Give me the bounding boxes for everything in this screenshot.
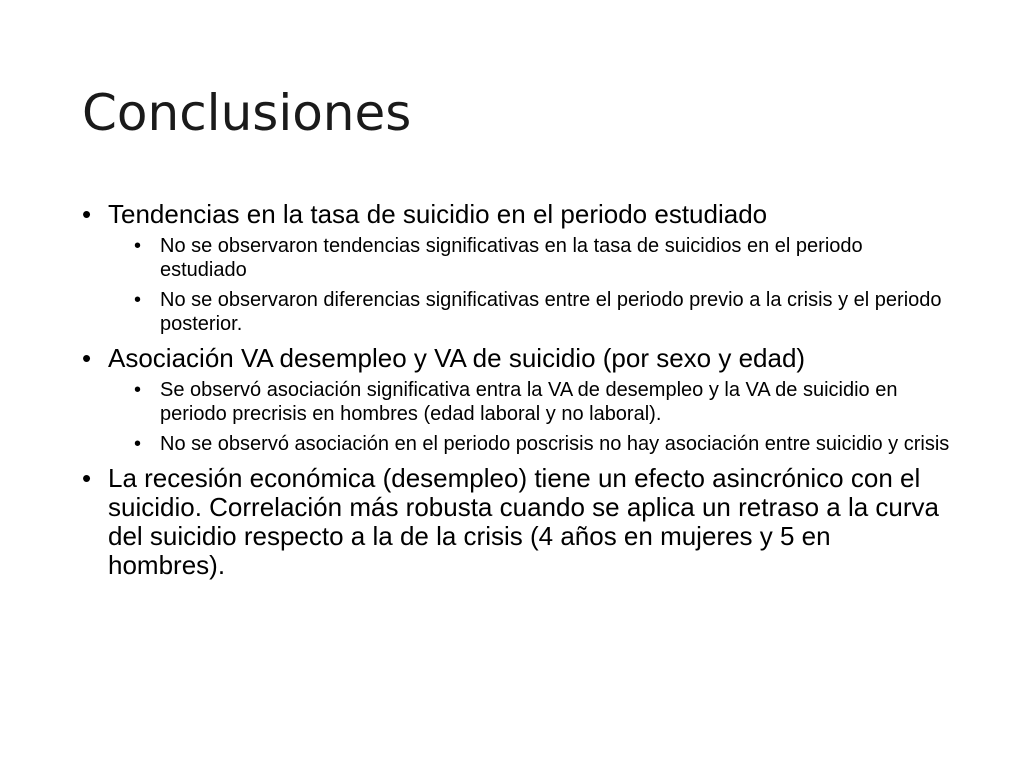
bullet-icon: • xyxy=(134,235,142,257)
bullet-text: Asociación VA desempleo y VA de suicidio (por sexo y edad) xyxy=(108,343,806,373)
sub-bullet-text: No se observó asociación en el periodo poscrisis no hay asociación entre suicidio y crisis xyxy=(160,433,950,455)
slide-title: Conclusiones xyxy=(82,84,412,142)
sub-bullet-text: No se observaron tendencias significativas en la tasa de suicidios en el periodo estudiado xyxy=(160,235,863,281)
bullet-icon: • xyxy=(82,199,92,229)
bullet-icon: • xyxy=(134,379,142,401)
bullet-text: La recesión económica (desempleo) tiene un efecto asincrónico con el suicidio. Correlación más robusta cuando se aplica un retraso a la curva del suicidio respecto a la de la crisis (4 años en mujeres y 5 en hombres). xyxy=(108,463,939,580)
bullet-icon: • xyxy=(82,343,92,373)
bullet-icon: • xyxy=(82,463,92,493)
sub-bullet-item xyxy=(108,432,952,456)
sub-bullet-list xyxy=(108,378,952,456)
bullet-item xyxy=(82,344,952,456)
bullet-item xyxy=(82,464,952,580)
bullet-text: Tendencias en la tasa de suicidio en el periodo estudiado xyxy=(108,199,768,229)
sub-bullet-item xyxy=(108,378,952,426)
sub-bullet-item xyxy=(108,234,952,282)
bullet-list xyxy=(82,200,952,580)
bullet-icon: • xyxy=(134,433,142,455)
sub-bullet-item xyxy=(108,288,952,336)
sub-bullet-list xyxy=(108,234,952,336)
sub-bullet-text: No se observaron diferencias significativas entre el periodo previo a la crisis y el periodo posterior. xyxy=(160,289,942,335)
bullet-item xyxy=(82,200,952,336)
bullet-icon: • xyxy=(134,289,142,311)
sub-bullet-text: Se observó asociación significativa entra la VA de desempleo y la VA de suicidio en periodo precrisis en hombres (edad laboral y no laboral). xyxy=(160,379,898,425)
